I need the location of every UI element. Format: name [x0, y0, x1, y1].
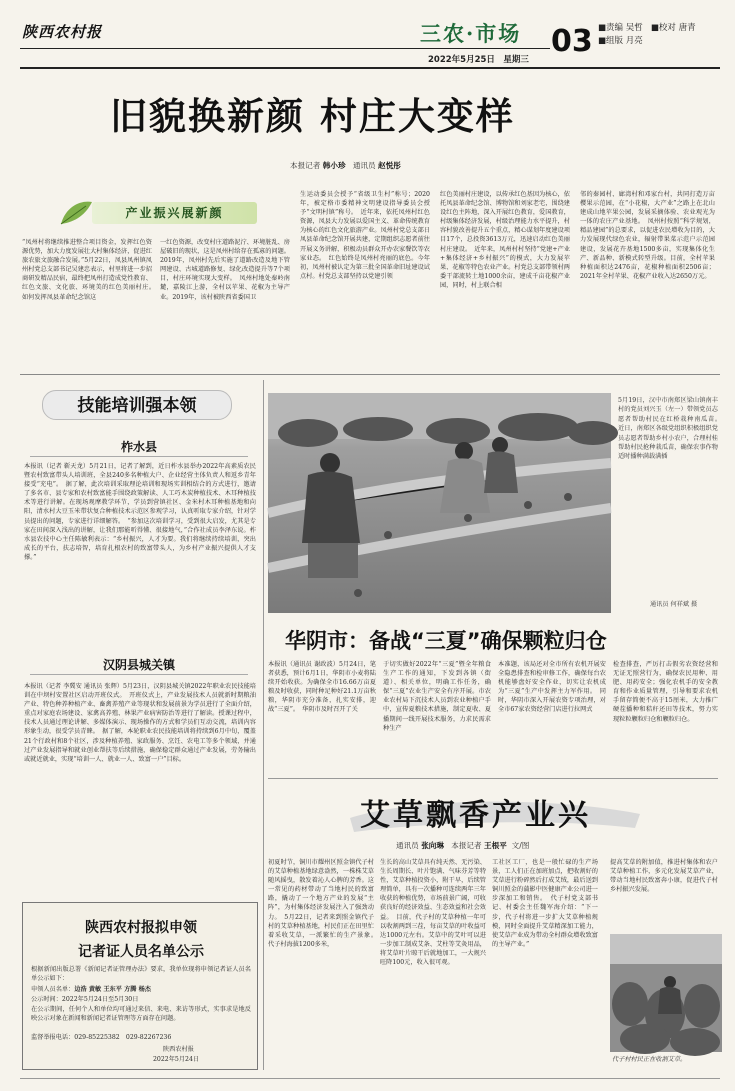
byline-name: 张向琳 — [421, 841, 444, 850]
aicao-photo — [610, 934, 722, 1052]
staff-layout: ■组版 月亮 — [598, 36, 643, 46]
byline-role: 本报记者 — [451, 841, 482, 850]
huayin-headline: 华阴市：备战“三夏”确保颗粒归仓 — [285, 629, 607, 653]
byline-role: 通讯员 — [396, 841, 419, 850]
lead-column-3: 生运动委员会授予“省级卫生村”称号；2020年，被定格市委精神文明建设指导委员会授予“文明村镇”称号。 近年来，依托凤州村红色资源，凤县大力发展以爱国主义、革命传统教育为核心的红色文化旅游产业。凤州村党总支部日凤县革命纪念馆开展共建，定期组织志愿者前往开展义务讲解，积极动员群众开办农家餐饮等农家业态。 红色始终是凤州村亮丽的底色。今年初，凤州村被认定为第三批全国革命旧址建设试点村。村党总支部坚持以党建引领 — [300, 191, 430, 280]
skills-article-hanyin: 本报讯（记者 李冀安 通讯员 张辉）5月23日，汉阴县城关镇2022年职业农民技能培训在中坝村安置社区启动开班仪式。 开班仪式上，产业发展技术人员就新时期粮油产业、特色种养种植产业、畜禽养殖产业等现状和发展前景为学员进行了全面介绍，重点对家庭农场建设、家禽高养殖、林果产业病害防治等进行了解读。授课过程中，技术人员通过理论讲解、多媒体演示、现场操作的方式和学员们互动交流，培训内容形象生动，很受学员青睐。 据了解，本轮职业农民技能培训将持续到6月中旬，覆盖21个行政村和8个社区，涉及种植养殖、家政服务、烹饪、农电工等多个领域，并通过产业发展指导和就业创业帮扶等后续措施，确保稳定群众通过产业发展，劳务输出或就近就业，实现“培训一人、就业一人、致富一户”目标。 — [24, 683, 256, 763]
skills-article-zhashui: 本报讯（记者 靳天龙）5月21日，记者了解到，近日柞水县举办2022年高素质农民暨农村致富带头人培训班，全县240多名种植大户、企业经营主体负责人和返乡青年接受“充电”。 据了解，此次培训采取理论培训和现场实训相结合的方式进行，邀请了多名市、县专家和农村致富能手围绕政策解读、人工巧木炭种植技术、木耳种植技术等进行讲解。在现场观摩教学环节，学员到营镇社区、金米村木耳种植基地和向阳，清水村大豆玉米带状复合种植技术示范区参观学习，认真听取专家介绍，针对学员提出的问题，专家进行详细解答。 “参加这次培训学习，受到很大启发，尤其是专家在田间深入浅出的讲解，让我们那能听得懂、很接地气，”合作社成员李泽东说。柞水县农技中心主任陈敏利表示：“乡村振兴，人才为要。我们将继续持续培训，突出成长的平台，扶志培智，培育扎根农村的致富带头人，为乡村产业振兴提供人才支撑。” — [24, 463, 256, 561]
planting-photo — [268, 393, 611, 613]
notice-names-line — [31, 985, 251, 995]
notice-org: 陕西农村报拟申领 — [85, 920, 197, 936]
lead-column-4: 红色美丽村庄建设，以传承红色基因为核心，依托凤县革命纪念馆、博物馆和刘家老宅，围绕建设红色主阵地，深入开展红色教育，爱国教育，村级集体经济发展，村级治理能力水平提升，村容村貌改善提升五个重点，精心谋划年度建设项目17个，总投资3613万元，迅速启动红色美丽村庄建设。 近年来，凤州村村坚持“党建+产业+集体经济+乡村振兴”的模式，大力发展苹果、花椒等特色农业产业。村党总支部带领村两委干部流转土地1000余亩，建成千亩花椒产业园，同时，村上联合相 — [440, 191, 570, 289]
notice-period: 公示时间：2022年5月24日至5月30日 — [31, 996, 139, 1003]
huayin-column-2: 于切实做好2022年“三夏”暨全年粮食生产工作的通知，下发到各镇（街道）、相关单位，明确工作任务，确保“三夏”农业生产安全有序开展。市农业农村局下沉技术人员到农业种植户手中，宣传夏粮技术措施，制定夏收、夏播期间一线开展技术服务，力求民需求种生产 — [383, 661, 491, 732]
aicao-headline-wrap — [350, 788, 640, 834]
staff-editor: ■责编 吴哲 — [598, 23, 643, 33]
skills-title: 技能培训强本领 — [42, 390, 232, 420]
byline-name: 赵悦彤 — [378, 161, 401, 170]
banner-text: 产业振兴展新颜 — [125, 206, 224, 220]
aicao-photo-caption: 代子村村民正在收割艾草。 — [612, 1056, 687, 1063]
lead-banner — [92, 202, 257, 224]
byline-suffix: 文/图 — [511, 841, 530, 850]
byline-role: 本报记者 — [290, 161, 321, 170]
notice-body: 在公示期间，任何个人和单位均可通过来信、来电、来访等形式，实事求是地反映公示对象在新闻和新闻记者证管理等方面存在问题。 — [31, 1006, 251, 1023]
byline-role: 通讯员 — [352, 161, 376, 170]
staff-proofreader: ■校对 唐青 — [650, 23, 696, 33]
notice-title: 记者证人员名单公示 — [78, 944, 204, 960]
aicao-column-3: 工社区工厂，也是一般忙碌的生产场景，工人们正在加班加点，把收割好的艾草进行粉碎然后打成艾绒，最后送到铜川照金的蒲影中医健康产业公司进一步深加工和销售。 代子村党支部书记、村委会主任魏军海介绍：“下一步，代子村将进一步扩大艾草种植规模，同时全面提升艾草精深加工能力，使艾草产业成为带动全村群众增收致富的主导产业。” — [492, 859, 598, 948]
staff-list — [598, 22, 728, 48]
issue-date: 2022年5月25日 星期三 — [428, 55, 529, 65]
page-number: 03 — [551, 24, 593, 59]
aicao-byline — [396, 840, 529, 851]
byline-name: 韩小珍 — [322, 161, 346, 170]
notice-signature: 陕西农村报 — [163, 1046, 194, 1053]
notice-intro: 根据新闻出版总署《新闻记者证管理办法》要求，我单位现将申领记者证人员名单公示如下： — [31, 966, 251, 983]
huayin-column-3: 本准题，该局还对全市所有农机开展安全隐患排查和检审修工作，确保每台农机能够盘好安全作业，切实让农机成为“三夏”生产中发挥主力军作用。 同时，华阴市深入开展农资专项治理，对全市67家农资经营门店进行拉网式 — [498, 661, 606, 714]
skills-subtitle-hanyin: 汉阴县城关镇 — [102, 658, 175, 672]
notice-names-label: 申领人员名单： — [31, 986, 75, 993]
aicao-column-4: 提高艾草的附加值，推进村集体和农户艾草种植工作，多元化发展艾草产业，带动当地村民致富奔小康，促进代子村乡村振兴发展。 — [610, 859, 718, 894]
leaf-decoration-icon — [56, 196, 96, 228]
notice-names: 边浩 黄敏 王东平 方腾 杨杰 — [74, 986, 151, 993]
notice-sign-date: 2022年5月24日 — [153, 1056, 200, 1063]
lead-column-2: 一红色资源，改变村庄道路泥泞、环境脏乱、房屋破旧的现状，这是凤州村给存在孤寡的问题。2019年，凤州村先后实施了道路改造及地下管网建设、古城道路修复、绿化改造提升等7个项目，村庄环境实现大变样。 凤州村地处秦岭南麓，嘉陵江上游，全村以苹果、花椒为主导产业。2019年，该村被陕西省委国卫 — [160, 239, 290, 301]
huayin-column-4: 检查排查，严厉打击假劣农资经营和无证无照营行为，确保农民用种、用肥、用药安全；强化农机手的安全教育和作业质量管理，引导和要求农机手留存简便不高于15厘米，大力推广硬茬播种和秸秆还田等技术，努力实现粒粒颗粒归仓和颗粒归仓。 — [613, 661, 718, 723]
notice-phone: 监督举报电话：029-85225382 029-82267236 — [31, 1034, 172, 1041]
section-name: 三农·市场 — [420, 21, 522, 46]
byline-name: 王根平 — [484, 841, 507, 850]
aicao-column-1: 初夏时节，铜川市耀州区照金镇代子村的艾草种植基地绿意盎然，一株株艾草随风摇曳，散发着沁人心脾的芳香。这一常见的药材带动了当地村民的致富路，撬动了一个地方产业的发展“主阵”，为村集体经济发展注入了强劲动力。 5月22日，记者来到照金镇代子村的艾草种植基地，村民们正在田里忙着采收艾草，一派繁忙的生产景象。 代子村海拔1200多米， — [268, 859, 381, 948]
huayin-column-1: 本报讯（通讯员 谢政波）5月24日，笔者获悉，预计6月1日，华阴市小麦将陆续开始收获。为确保全市16.66万亩夏粮及时收获，同时种足种好21.1万亩秋粮，华阴市充分准备，扎实安排，迎战“三夏”。 华阴市及时召开了关 — [268, 661, 376, 714]
aicao-column-2: 生长的高山艾草具有纯天然、无污染、生长周期长、叶片饱满、气味芬芳等特性，艾草种植投资小，附干早，后续管理简单，具有一次播种可连续两年三年收获的种植优势，市场前景广阔，可收获良好的经济效益、生态效益和社会效益。 目前，代子村的艾草种植一年可以收割两到三茬，每亩艾草的叶收益可达1000元左右。艾草中的艾叶可以进一步加工制成艾条、艾柱等艾灸用品，将艾草叶片晾干后就地加工，一大规兴旺降100元，收入很可观。 — [380, 859, 486, 967]
planting-photo-caption: 5月19日，汉中市南郑区梁山镇南丰村的党员刘兴玉（左一）带领党员志愿者帮助村民在红桥栽种南瓜苗。 近日，南郑区各级党组织积极组织党员志愿者帮助乡村小农户，合理村桂帮助村民抢种栽瓜苗，确保农事作物适时播种满载满插 — [618, 397, 725, 461]
notice-box — [22, 902, 258, 1070]
newspaper-logo: 陕西农村报 — [22, 23, 103, 41]
lead-column-5: 邻的秦园村、廊湾村和邓家台村，共同打造万亩樱果示范园，在“小花椒，大产业”之路上在北山建成山地苹果公园，发展采摘体验、农业观光为一体的农庄产业基地。 凤州村按照“科学规划，精品建园”的总要求，以促进农民增收为目的，大力发展现代绿色农业，辐射带果菜示范户示范园建设，发展花卉基地1500多亩，实现集体化生产、新品种、新模式转型升级。目前，全村苹果种植面积达2476亩，花椒种植面积2506亩；2021年全村苹果、花椒产业收入达2650万元。 — [580, 191, 715, 280]
aicao-headline: 艾草飘香产业兴 — [360, 798, 591, 833]
planting-photo-credit: 通讯员 何祥斌 摄 — [650, 601, 698, 608]
lead-headline: 旧貌换新颜 村庄大变样 — [110, 95, 515, 138]
lead-byline — [290, 160, 401, 171]
lead-column-1: “凤州村将继续推进整合项目资金，发挥红色资源优势，加大力度发展壮大村集体经济，促进红旅农旅文旅融合发展。”5月22日，凤县凤州镇凤州村党总支部书记吴建忠表示，村里将进一步招商研发精品民宿，最终把凤州打造成党性教育、红色文旅、文化旅、环境美的红色美丽村庄。 如何发挥凤县革命纪念馆这 — [22, 239, 159, 301]
skills-subtitle-zhashui: 柞水县 — [120, 440, 157, 454]
